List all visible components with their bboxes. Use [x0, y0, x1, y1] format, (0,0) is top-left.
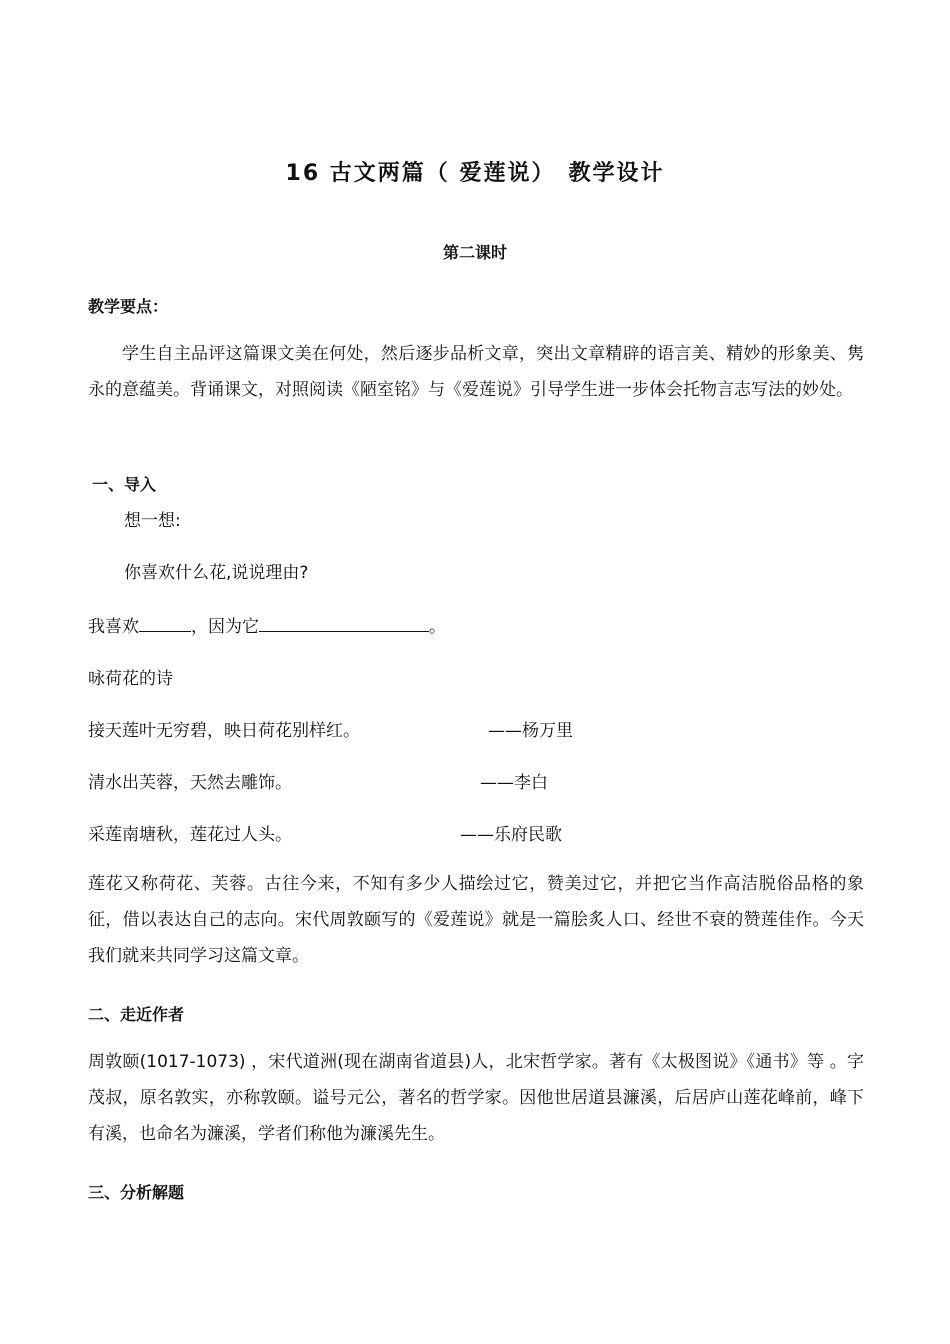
section-heading-intro: 一、导入: [92, 475, 157, 494]
poem-line: 接天莲叶无穷碧，映日荷花别样红。: [88, 721, 360, 741]
question-text: 你喜欢什么花,说说理由?: [124, 563, 309, 583]
intro-paragraph: 莲花又称荷花、芙蓉。古往今来，不知有多少人描绘过它，赞美过它，并把它当作高洁脱俗品格的象征，借以表达自己的志向。宋代周敦颐写的《爱莲说》就是一篇脍炙人口、经世不衰的赞莲佳作。今天我们就来共同学习这篇文章。: [88, 874, 864, 966]
poem-author: ——乐府民歌: [460, 825, 562, 845]
think-prompt: 想一想:: [124, 511, 181, 531]
poem-author: ——杨万里: [488, 721, 573, 741]
fill-end: 。: [429, 617, 446, 637]
key-points-heading: 教学要点：: [88, 297, 169, 316]
author-paragraph: 周敦颐(1017-1073) ，宋代道洲(现在湖南省道县)人，北宋哲学家。著有《太极图说》《通书》等 。字茂叔，原名敦实，亦称敦颐。谥号元公，著名的哲学家。因他世居道县濂溪，后居庐山莲花峰前，峰下有溪，也命名为濂溪，学者们称他为濂溪先生。: [88, 1052, 864, 1144]
fill-blank-flower: [139, 613, 191, 632]
poem-line: 清水出芙蓉，天然去雕饰。: [88, 773, 292, 793]
poem-author: ——李白: [480, 773, 548, 793]
lesson-subtitle: 第二课时: [442, 243, 507, 262]
section-heading-analysis: 三、分析解题: [88, 1183, 185, 1202]
key-points-paragraph: 学生自主品评这篇课文美在何处，然后逐步品析文章，突出文章精辟的语言美、精妙的形象美、隽永的意蕴美。背诵课文，对照阅读《陋室铭》与《爱莲说》引导学生进一步体会托物言志写法的妙处。: [88, 344, 864, 400]
fill-blank-reason: [259, 613, 429, 632]
section-heading-author: 二、走近作者: [88, 1005, 185, 1024]
fill-middle: ，因为它: [191, 617, 259, 637]
poems-title: 咏荷花的诗: [88, 669, 173, 689]
fill-prefix: 我喜欢: [88, 617, 139, 637]
poem-line: 采莲南塘秋，莲花过人头。: [88, 825, 292, 845]
fill-in-sentence: [88, 612, 446, 637]
document-title: 16 古文两篇（ 爱莲说） 教学设计: [285, 161, 665, 186]
